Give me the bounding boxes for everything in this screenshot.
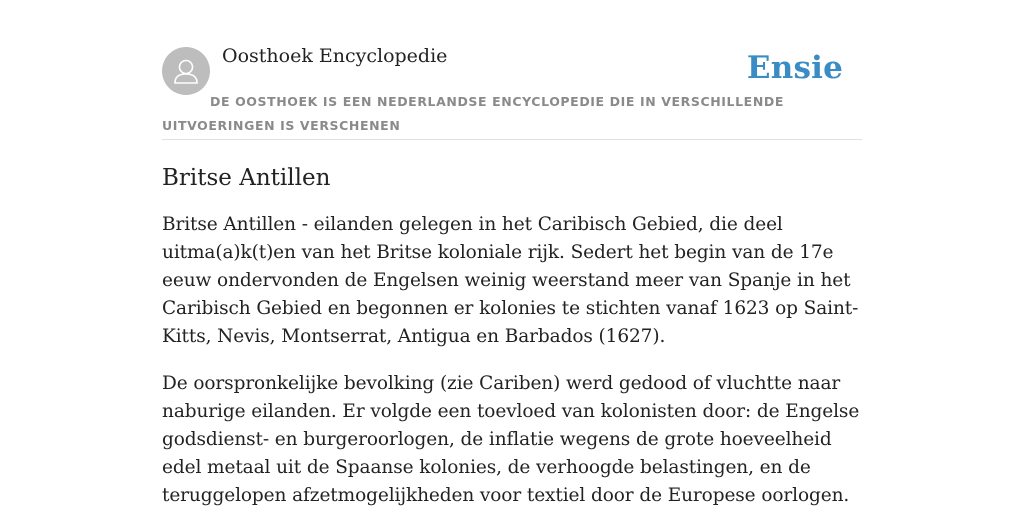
site-tagline: DE OOSTHOEK IS EEN NEDERLANDSE ENCYCLOPEDIE DIE IN VERSCHILLENDE UITVOERINGEN IS VERSCHENEN — [162, 94, 784, 133]
header-divider — [162, 139, 862, 140]
article-title: Britse Antillen — [162, 165, 331, 191]
brand-logo[interactable]: Ensie — [746, 50, 843, 86]
user-avatar-icon[interactable] — [162, 47, 210, 95]
article-paragraph: De oorspronkelijke bevolking (zie Cariben) werd gedood of vluchtte naar naburige eilanden. Er volgde een toevloed van kolonisten door: de Engelse godsdienst- en burgeroorlogen, de inflatie wegens de grote hoeveelheid edel metaal uit de Spaanse kolonies, de verhoogde belastingen, en de teruggelopen afzetmogelijkheden voor textiel door de Europese oorlogen. — [162, 373, 860, 506]
article — [162, 160, 862, 510]
article-paragraph: Britse Antillen - eilanden gelegen in het Caribisch Gebied, die deel uitma(a)k(t)en van het Britse koloniale rijk. Sedert het begin van de 17e eeuw ondervonden de Engelsen weinig weerstand meer van Spanje in het Caribisch Gebied en begonnen er kolonies te stichten vanaf 1623 op Saint-Kitts, Nevis, Montserrat, Antigua en Barbados (1627). — [162, 214, 859, 347]
page-header — [162, 0, 862, 140]
site-name-link[interactable]: Oosthoek Encyclopedie — [222, 45, 448, 67]
